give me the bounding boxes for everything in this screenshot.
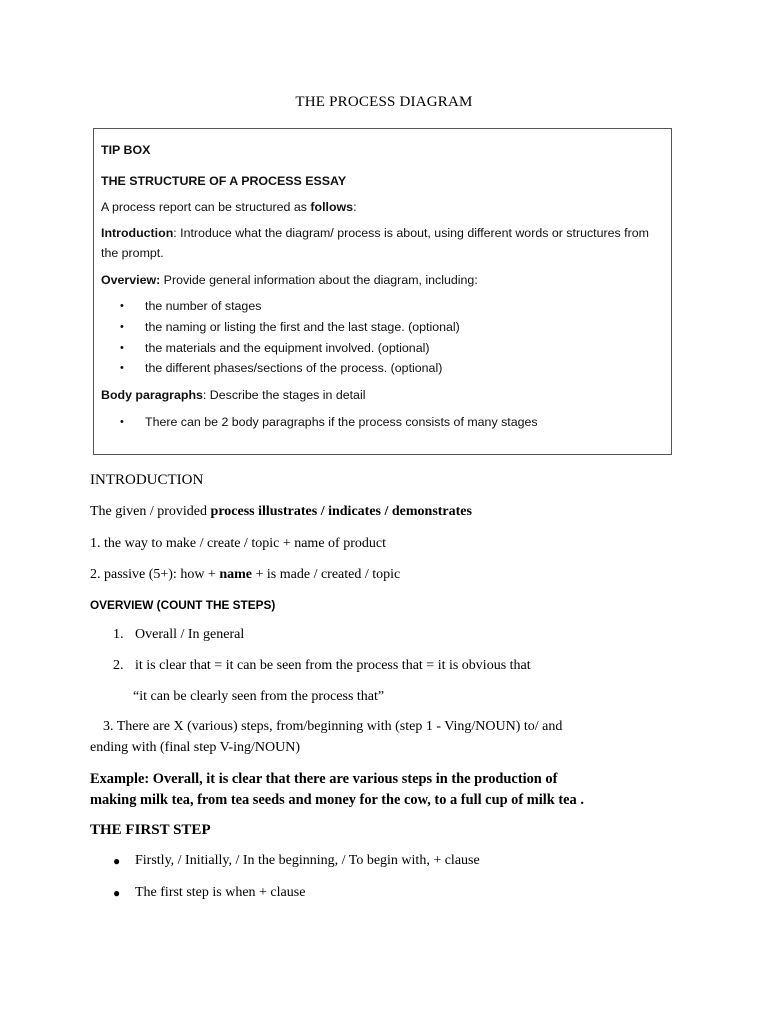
tip-box-heading: TIP BOX <box>101 143 151 157</box>
introduction-label: Introduction <box>101 226 174 240</box>
first-step-item: The first step is when + clause <box>135 885 306 900</box>
bullet-icon: ● <box>113 886 121 900</box>
example-line: Example: Overall, it is clear that there are various steps in the production of <box>90 771 558 787</box>
bullet-icon: • <box>120 321 124 333</box>
bullet-icon: ● <box>113 854 121 868</box>
bullet-icon: • <box>120 300 124 312</box>
first-step-item: Firstly, / Initially, / In the beginning, / To begin with, + clause <box>135 853 480 868</box>
introduction-tip-continued: the prompt. <box>101 246 164 260</box>
tip-box <box>93 128 672 455</box>
overview-item: the number of stages <box>145 299 262 313</box>
overview-item: the naming or listing the first and the last stage. (optional) <box>145 320 460 334</box>
overview-item-number: 1. <box>113 627 124 642</box>
overview-item-number: 2. <box>113 658 124 673</box>
overview-item: the different phases/sections of the process. (optional) <box>145 361 443 375</box>
introduction-heading: INTRODUCTION <box>90 472 204 488</box>
body-paragraphs-tip: Body paragraphs: Describe the stages in detail <box>101 388 366 402</box>
bullet-icon: • <box>120 362 124 374</box>
tip-box-intro-line: A process report can be structured as follows: <box>101 200 357 214</box>
overview-label: Overview: <box>101 273 161 287</box>
bullet-icon: • <box>120 342 124 354</box>
tip-box-subheading: THE STRUCTURE OF A PROCESS ESSAY <box>101 174 347 188</box>
overview-item: the materials and the equipment involved. (optional) <box>145 341 430 355</box>
introduction-option-1: 1. the way to make / create / topic + name of product <box>90 536 386 551</box>
introduction-option-2: 2. passive (5+): how + name + is made / created / topic <box>90 567 401 582</box>
page-title: THE PROCESS DIAGRAM <box>295 94 473 110</box>
bullet-icon: • <box>120 416 124 428</box>
overview-quote: “it can be clearly seen from the process that” <box>133 689 385 704</box>
overview-item: 3. There are X (various) steps, from/beginning with (step 1 - Ving/NOUN) to/ and <box>103 719 563 734</box>
first-step-heading: THE FIRST STEP <box>90 822 211 838</box>
overview-heading: OVERVIEW (COUNT THE STEPS) <box>90 598 276 612</box>
body-item: There can be 2 body paragraphs if the process consists of many stages <box>145 415 538 429</box>
overview-item: it is clear that = it can be seen from the process that = it is obvious that <box>135 658 531 673</box>
overview-item: Overall / In general <box>135 627 245 642</box>
introduction-line: The given / provided process illustrates / indicates / demonstrates <box>90 504 472 519</box>
example-line: making milk tea, from tea seeds and money for the cow, to a full cup of milk tea . <box>90 792 584 808</box>
overview-item-continued: ending with (final step V-ing/NOUN) <box>90 740 300 755</box>
overview-tip: Overview: Provide general information about the diagram, including: <box>101 273 478 287</box>
introduction-tip: Introduction: Introduce what the diagram/ process is about, using different words or structures from <box>101 226 649 240</box>
body-paragraphs-label: Body paragraphs <box>101 388 203 402</box>
